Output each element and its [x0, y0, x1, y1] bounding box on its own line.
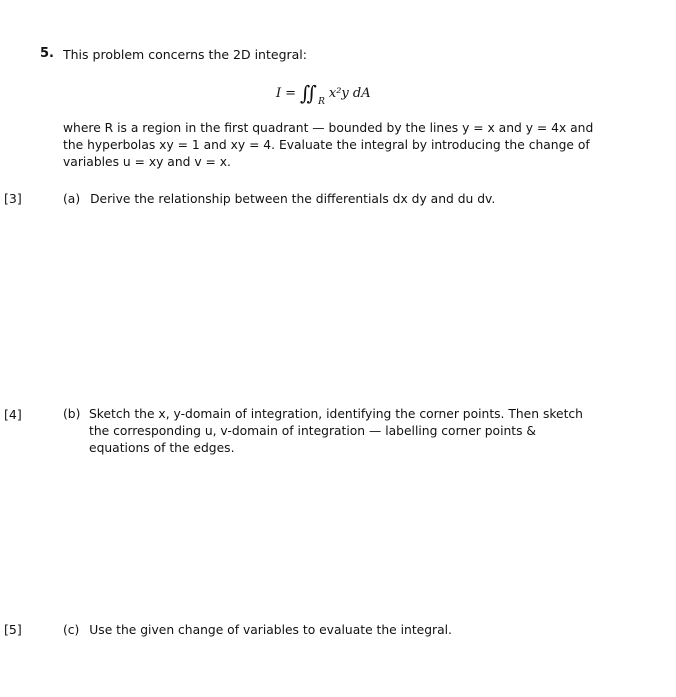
part-b [63, 406, 598, 457]
part-b-text: Sketch the x, y-domain of integration, identifying the corner points. Then sketch the corresponding u, v-domain of integration — labelling corner points & equations of the edges. [89, 407, 583, 455]
problem-intro: This problem concerns the 2D integral: [63, 47, 307, 62]
part-a-text: Derive the relationship between the differentials dx dy and du dv. [90, 192, 496, 206]
formula-integrand: x²y dA [328, 86, 371, 101]
double-integral-symbol: ∬ [300, 81, 318, 105]
formula-equals: = [285, 86, 297, 101]
problem-description: where R is a region in the first quadrant — bounded by the lines y = x and y = 4x and the hyperbolas xy = 1 and xy = 4. Evaluate the integral by introducing the change of variables u = xy and v = x. [63, 121, 594, 169]
part-a [63, 192, 495, 206]
part-b-label: (b) [63, 407, 81, 421]
marks-part-b: [4] [4, 407, 22, 422]
part-c [63, 623, 452, 637]
problem-number: 5. [40, 46, 54, 61]
formula-region: R [318, 97, 325, 107]
part-a-label: (a) [63, 192, 81, 206]
integral-formula [276, 80, 371, 107]
part-c-text: Use the given change of variables to evaluate the integral. [89, 623, 452, 637]
marks-part-a: [3] [4, 191, 22, 206]
formula-lhs: I [276, 86, 282, 101]
part-c-label: (c) [63, 623, 80, 637]
marks-part-c: [5] [4, 622, 22, 637]
